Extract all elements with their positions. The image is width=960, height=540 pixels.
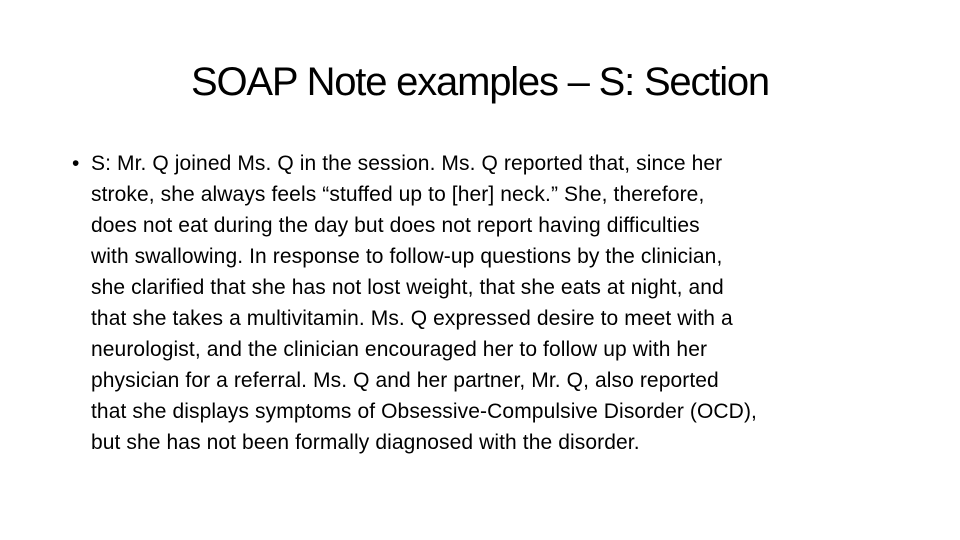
slide-title: SOAP Note examples – S: Section	[191, 60, 769, 104]
bullet-text	[91, 148, 892, 458]
bullet-text-line: neurologist, and the clinician encouraged her to follow up with her	[91, 338, 708, 361]
bullet-text-line: stroke, she always feels “stuffed up to [her] neck.” She, therefore,	[91, 183, 705, 206]
bullet-text-line: that she displays symptoms of Obsessive-Compulsive Disorder (OCD),	[91, 400, 757, 423]
bullet-text-line: with swallowing. In response to follow-up questions by the clinician,	[91, 245, 723, 268]
bullet-text-line: does not eat during the day but does not report having difficulties	[91, 214, 700, 237]
bullet-text-line: physician for a referral. Ms. Q and her partner, Mr. Q, also reported	[91, 369, 719, 392]
bullet-text-line: she clarified that she has not lost weight, that she eats at night, and	[91, 276, 724, 299]
bullet-text-line: that she takes a multivitamin. Ms. Q expressed desire to meet with a	[91, 307, 733, 330]
bullet-marker: •	[72, 152, 80, 175]
bullet-text-line: S: Mr. Q joined Ms. Q in the session. Ms. Q reported that, since her	[91, 152, 723, 175]
bullet-text-line: but she has not been formally diagnosed with the disorder.	[91, 431, 640, 454]
slide-body	[72, 148, 892, 458]
bullet-item	[72, 148, 892, 458]
